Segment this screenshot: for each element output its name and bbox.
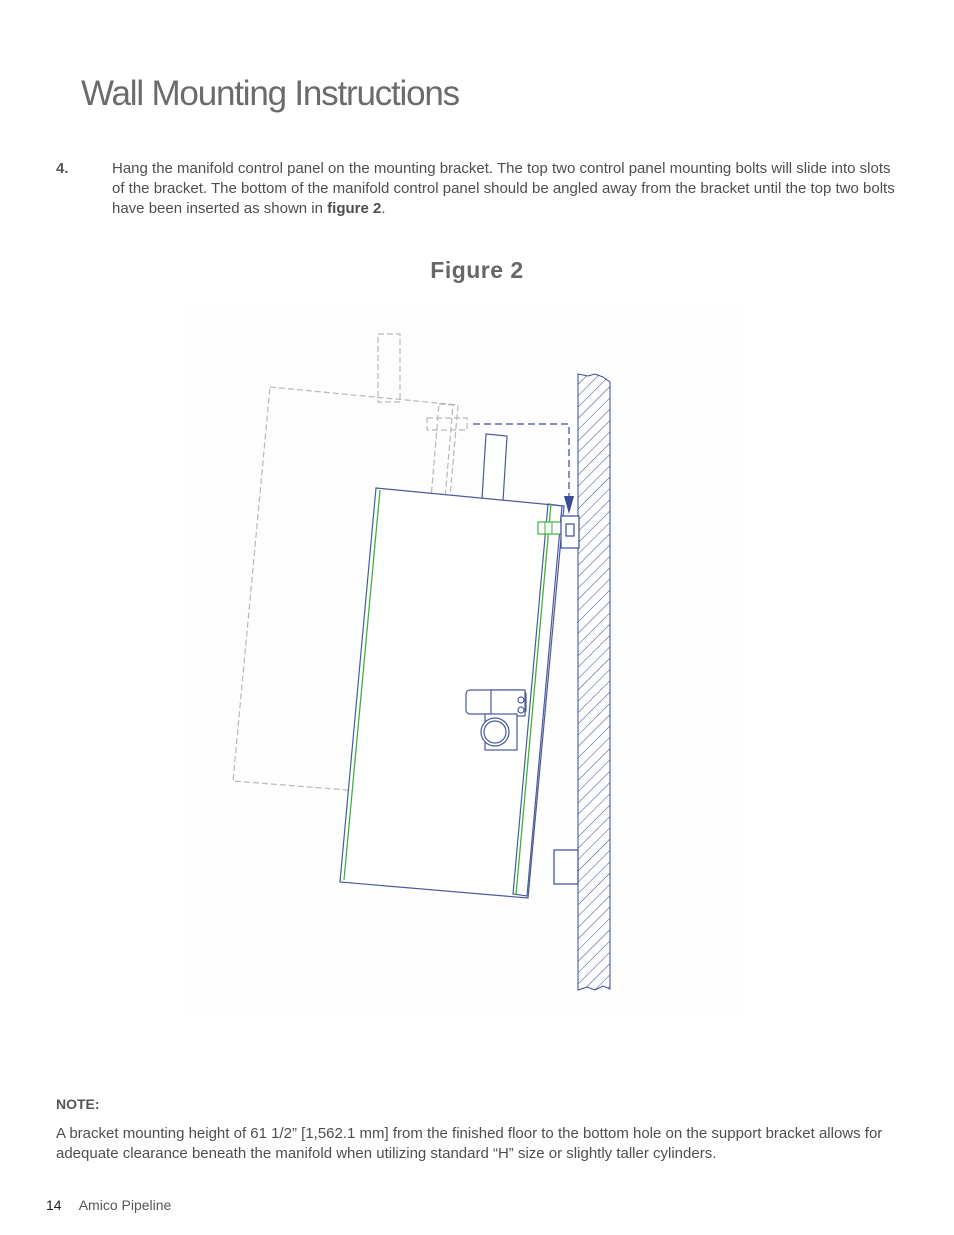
page-title: Wall Mounting Instructions [81,74,459,113]
bottom-bracket [554,850,578,884]
wall-section [578,374,610,990]
step-text-end: . [381,200,386,217]
step-text [112,159,902,219]
panel-mounting-drawing [183,304,745,1016]
page-number: 14 [46,1197,62,1213]
step-number: 4. [56,160,69,177]
note-label: NOTE: [56,1096,100,1112]
figure-reference: figure 2 [327,200,382,217]
mounting-bolt [538,522,564,534]
figure-2-diagram [183,304,745,1016]
top-bracket [561,516,579,548]
control-panel [340,434,564,898]
page-footer [46,1197,171,1213]
step-text-main: Hang the manifold control panel on the mounting bracket. The top two control panel mounting bolts will slide into slots of the bracket. The bottom of the manifold control panel should be angled away from the bracket until the top two bolts have been inserted as shown in [112,160,895,217]
figure-caption: Figure 2 [430,257,524,283]
footer-product-name: Amico Pipeline [78,1197,172,1213]
note-text: A bracket mounting height of 61 1/2” [1,562.1 mm] from the finished floor to the bottom hole on the support bracket allows for adequate clearance beneath the manifold when utilizing standard “H” size or slightly taller cylinders. [56,1125,883,1162]
